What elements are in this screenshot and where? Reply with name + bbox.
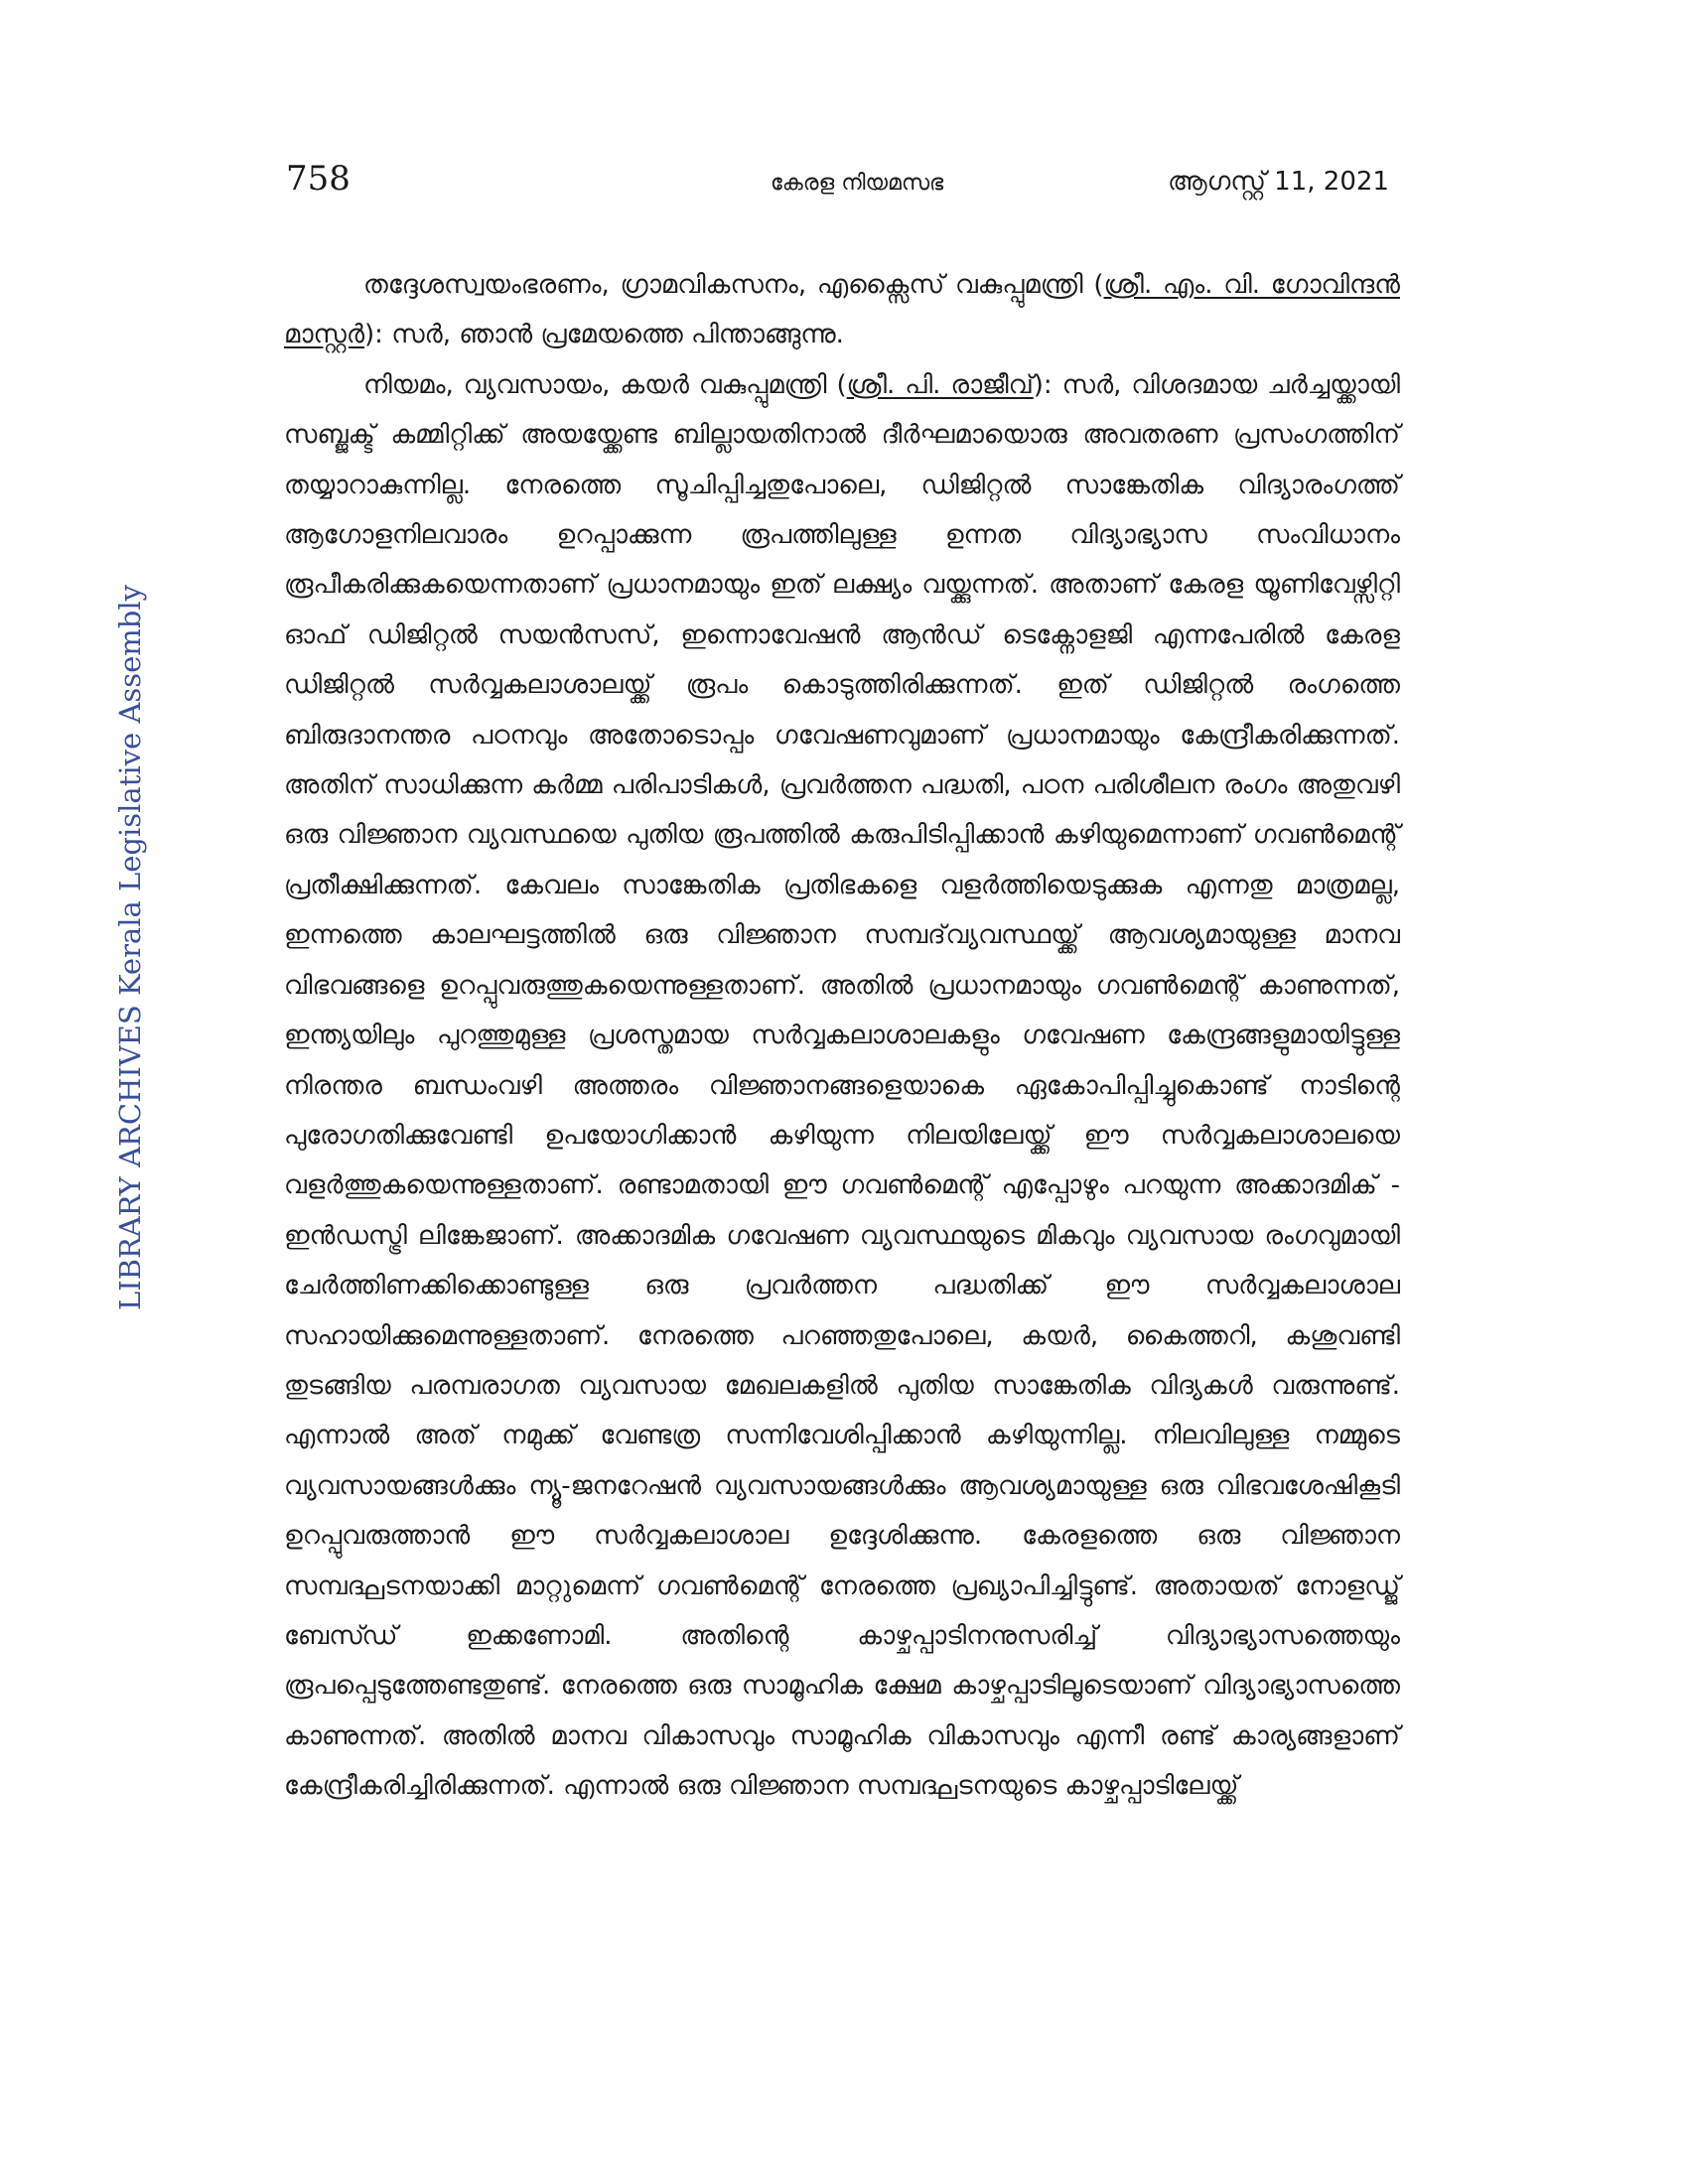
page-number: 758 [286, 159, 351, 199]
speech-text: ): സർ, വിശദമായ ചർച്ചയ്ക്കായി സബ്ജക്ട് കമ്മിറ്റിക്ക് അയയ്ക്കേണ്ട ബില്ലായതിനാൽ ദീർഘമായൊരു അവതരണ പ്രസംഗത്തിന് തയ്യാറാകുന്നില്ല. നേരത്തെ സൂചിപ്പിച്ചതുപോലെ, ഡിജിറ്റൽ സാങ്കേതിക വിദ്യാരംഗത്ത് ആഗോളനിലവാരം ഉറപ്പാക്കുന്ന രൂപത്തിലുള്ള ഉന്നത വിദ്യാഭ്യാസ സംവിധാനം രൂപീകരിക്കുകയെന്നതാണ് പ്രധാനമായും ഇത് ലക്ഷ്യം വയ്ക്കുന്നത്. അതാണ് കേരള യൂണിവേഴ്സിറ്റി ഓഫ് ഡിജിറ്റൽ സയൻസസ്, ഇന്നൊവേഷൻ ആൻഡ് ടെക്നോളജി എന്നപേരിൽ കേരള ഡിജിറ്റൽ സർവ്വകലാശാലയ്ക്ക് രൂപം കൊടുത്തിരിക്കുന്നത്. ഇത് ഡിജിറ്റൽ രംഗത്തെ ബിരുദാനന്തര പഠനവും അതോടൊപ്പം ഗവേഷണവുമാണ് പ്രധാനമായും കേന്ദ്രീകരിക്കുന്നത്. അതിന് സാധിക്കുന്ന കർമ്മ പരിപാടികൾ, പ്രവർത്തന പദ്ധതി, പഠന പരിശീലന രംഗം അതുവഴി ഒരു വിജ്ഞാന വ്യവസ്ഥയെ പുതിയ രൂപത്തിൽ കരുപിടിപ്പിക്കാൻ കഴിയുമെന്നാണ് ഗവൺമെന്റ് പ്രതീക്ഷിക്കുന്നത്. കേവലം സാങ്കേതിക പ്രതിഭകളെ വളർത്തിയെടുക്കുക എന്നതു മാത്രമല്ല, ഇന്നത്തെ കാലഘട്ടത്തിൽ ഒരു വിജ്ഞാന സമ്പദ്‌വ്യവസ്ഥയ്ക്ക് ആവശ്യമായുള്ള മാനവ വിഭവങ്ങളെ ഉറപ്പുവരുത്തുകയെന്നുള്ളതാണ്. അതിൽ പ്രധാനമായും ഗവൺമെന്റ് കാണുന്നത്, ഇന്ത്യയിലും പുറത്തുമുള്ള പ്രശസ്തമായ സർവ്വകലാശാലകളും ഗവേഷണ കേന്ദ്രങ്ങളുമായിട്ടുള്ള നിരന്തര ബന്ധംവഴി അത്തരം വിജ്ഞാനങ്ങളെയാകെ ഏകോപിപ്പിച്ചുകൊണ്ട് നാടിന്റെ പുരോഗതിക്കുവേണ്ടി ഉപയോഗിക്കാൻ കഴിയുന്ന നിലയിലേയ്ക്ക് ഈ സർവ്വകലാശാലയെ വളർത്തുകയെന്നുള്ളതാണ്. രണ്ടാമതായി ഈ ഗവൺമെന്റ് എപ്പോഴും പറയുന്ന അക്കാദമിക് - ഇൻഡസ്ട്രി ലിങ്കേജാണ്. അക്കാദമിക ഗവേഷണ വ്യവസ്ഥയുടെ മികവും വ്യവസായ രംഗവുമായി ചേർത്തിണക്കിക്കൊണ്ടുള്ള ഒരു പ്രവർത്തന പദ്ധതിക്ക് ഈ സർവ്വകലാശാല സഹായിക്കുമെന്നുള്ളതാണ്. നേരത്തെ പറഞ്ഞതുപോലെ, കയർ, കൈത്തറി, കശുവണ്ടി തുടങ്ങിയ പരമ്പരാഗത വ്യവസായ മേഖലകളിൽ പുതിയ സാങ്കേതിക വിദ്യകൾ വരുന്നുണ്ട്. എന്നാൽ അത് നമുക്ക് വേണ്ടത്ര സന്നിവേശിപ്പിക്കാൻ കഴിയുന്നില്ല. നിലവിലുള്ള നമ്മുടെ വ്യവസായങ്ങൾക്കും ന്യൂ-ജനറേഷൻ വ്യവസായങ്ങൾക്കും ആവശ്യമായുള്ള ഒരു വിഭവശേഷികൂടി ഉറപ്പുവരുത്താൻ ഈ സർവ്വകലാശാല ഉദ്ദേശിക്കുന്നു. കേരളത്തെ ഒരു വിജ്ഞാന സമ്പദ്ഘടനയാക്കി മാറ്റുമെന്ന് ഗവൺമെന്റ് നേരത്തെ പ്രഖ്യാപിച്ചിട്ടുണ്ട്. അതായത് നോളഡ്ജ് ബേസ്ഡ് ഇക്കണോമി. അതിന്റെ കാഴ്ചപ്പാടിനനുസരിച്ച് വിദ്യാഭ്യാസത്തെയും രൂപപ്പെടുത്തേണ്ടതുണ്ട്. നേരത്തെ ഒരു സാമൂഹിക ക്ഷേമ കാഴ്ചപ്പാടിലൂടെയാണ് വിദ്യാഭ്യാസത്തെ കാണുന്നത്. അതിൽ മാനവ വികാസവും സാമൂഹിക വികാസവും എന്നീ രണ്ട് കാര്യങ്ങളാണ് കേന്ദ്രീകരിച്ചിരിക്കുന്നത്. എന്നാൽ ഒരു വിജ്ഞാന സമ്പദ്ഘടനയുടെ കാഴ്ചപ്പാടിലേയ്ക്ക് [284, 369, 1400, 1802]
speech-text: ): സർ, ഞാൻ പ്രമേയത്തെ പിന്താങ്ങുന്നു. [364, 320, 844, 350]
speaker-name: ശ്രീ. പി. രാജീവ് [846, 369, 1034, 400]
speech-intro: നിയമം, വ്യവസായം, കയർ വകുപ്പുമന്ത്രി ( [363, 369, 847, 400]
running-title: കേരള നിയമസഭ [771, 171, 944, 196]
proceedings-body [284, 260, 1400, 1812]
speech-intro: തദ്ദേശസ്വയംഭരണം, ഗ്രാമവികസനം, എക്സൈസ് വകുപ്പുമന്ത്രി ( [363, 270, 1104, 300]
archive-watermark: LIBRARY ARCHIVES Kerala Legislative Assembly [113, 585, 147, 1310]
speech-paragraph-govindan [284, 260, 1400, 360]
speaker-name: ശ്രീ. എം. വി. ഗോവിന്ദൻ മാസ്റ്റർ [284, 270, 1400, 350]
header-date: ആഗസ്റ്റ് 11, 2021 [1168, 167, 1389, 197]
speech-paragraph-rajeev [284, 360, 1400, 1812]
